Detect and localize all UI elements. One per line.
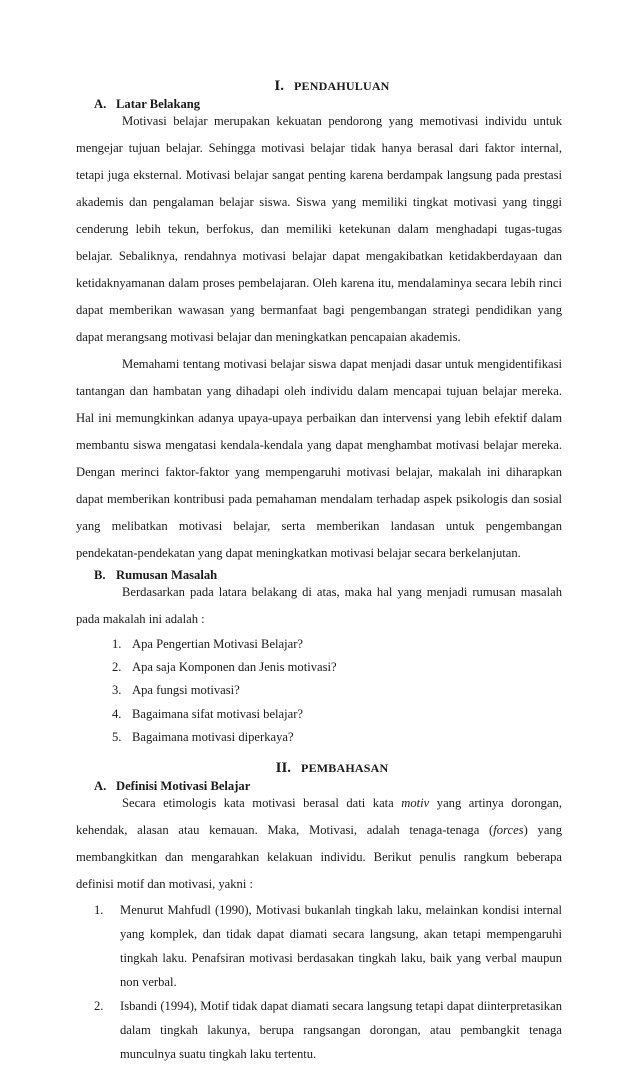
section-title: Latar Belakang <box>116 97 201 111</box>
chapter-heading-pembahasan <box>102 758 562 778</box>
list-number: 3. <box>112 683 122 698</box>
list-text: Bagaimana sifat motivasi belajar? <box>132 706 303 721</box>
list-item <box>112 703 562 726</box>
section-letter: A. <box>94 779 107 794</box>
list-item <box>112 726 562 749</box>
definisi-list <box>76 898 562 1066</box>
rumusan-masalah-list <box>76 633 562 749</box>
list-item <box>94 898 562 994</box>
chapter-heading-pendahuluan <box>102 76 562 96</box>
list-item <box>94 994 562 1066</box>
list-number: 2. <box>112 660 122 675</box>
page-content <box>76 76 562 1066</box>
paragraph-latar-belakang-1: Motivasi belajar merupakan kekuatan pendorong yang memotivasi individu untuk mengejar tujuan belajar. Sehingga motivasi belajar tidak hanya berasal dari faktor internal, tetapi juga eksternal. Motivasi belajar sangat penting karena berdampak langsung pada prestasi akademis dan pengalaman belajar siswa. Siswa yang memiliki tingkat motivasi yang tinggi cenderung lebih tekun, berfokus, dan memiliki ketekunan dalam menghadapi tugas-tugas belajar. Sebaliknya, rendahnya motivasi belajar dapat mengakibatkan ketidakberdayaan dan ketidaknyamanan dalam proses pembelajaran. Oleh karena itu, mendalaminya secara lebih rinci dapat memberikan wawasan yang bermanfaat bagi pengembangan strategi pendidikan yang dapat merangsang motivasi belajar dan meningkatkan pencapaian akademis. <box>76 114 562 344</box>
text-run: ) yang membangkitkan dan mengarahkan kelakuan individu. Berikut penulis rangkum beberapa definisi motif dan motivasi, yakni : <box>76 823 562 892</box>
list-text: Menurut Mahfudl (1990), Motivasi bukanlah tingkah laku, melainkan kondisi internal yang komplek, dan tidak dapat diamati secara langsung, akan tetapi mempengaruhi tingkah laku. Penafsiran motivasi berdasakan tingkah laku, baik yang verbal maupun non verbal. <box>120 903 562 990</box>
list-item <box>112 633 562 656</box>
section-title: Definisi Motivasi Belajar <box>116 779 251 794</box>
section-letter: A. <box>94 97 107 111</box>
list-number: 1. <box>94 903 104 918</box>
section-letter: B. <box>94 568 106 582</box>
list-number: 1. <box>112 637 122 651</box>
list-number: 2. <box>94 999 104 1014</box>
chapter-title: PENDAHULUAN <box>294 79 390 93</box>
chapter-number: II. <box>275 760 292 777</box>
italic-term-motiv: motiv <box>401 796 430 811</box>
text-run: yang artinya dorongan, kehendak, alasan atau kemauan. Maka, Motivasi, adalah tenaga-tenaga ( <box>76 796 562 838</box>
section-title: Rumusan Masalah <box>116 568 218 582</box>
list-item <box>112 679 562 702</box>
list-number: 4. <box>112 706 122 721</box>
list-text: Bagaimana motivasi diperkaya? <box>132 729 294 744</box>
list-text: Apa saja Komponen dan Jenis motivasi? <box>132 660 337 675</box>
chapter-title: PEMBAHASAN <box>301 761 389 776</box>
list-text: Apa fungsi motivasi? <box>132 683 240 698</box>
paragraph-definisi <box>76 790 562 898</box>
list-text: Apa Pengertian Motivasi Belajar? <box>132 637 304 651</box>
paragraph-latar-belakang-2: Memahami tentang motivasi belajar siswa dapat menjadi dasar untuk mengidentifikasi tantangan dan hambatan yang dihadapi oleh individu dalam mencapai tujuan belajar mereka. Hal ini memungkinkan adanya upaya-upaya perbaikan dan intervensi yang lebih efektif dalam membantu siswa mengatasi kendala-kendala yang dapat menghambat motivasi belajar mereka. Dengan merinci faktor-faktor yang mempengaruhi motivasi belajar, makalah ini diharapkan dapat memberikan kontribusi pada pemahaman mendalam terhadap aspek psikologis dan sosial yang melibatkan motivasi belajar, serta memberikan landasan untuk pengembangan pendekatan-pendekatan yang dapat meningkatkan motivasi belajar secara berkelanjutan. <box>76 357 562 560</box>
list-item <box>112 656 562 679</box>
italic-term-forces: forces <box>493 823 524 838</box>
chapter-number: I. <box>274 78 285 94</box>
list-number: 5. <box>112 729 122 744</box>
list-text: Isbandi (1994), Motif tidak dapat diamati secara langsung tetapi dapat diinterpretasikan dalam tingkah lakunya, berupa rangsangan dorongan, atau pembangkit tenaga munculnya suatu tingkah laku tertentu. <box>120 999 562 1062</box>
paragraph-rumusan-masalah: Berdasarkan pada latara belakang di atas, maka hal yang menjadi rumusan masalah pada makalah ini adalah : <box>76 585 562 626</box>
text-run: Secara etimologis kata motivasi berasal dati kata <box>122 796 402 811</box>
